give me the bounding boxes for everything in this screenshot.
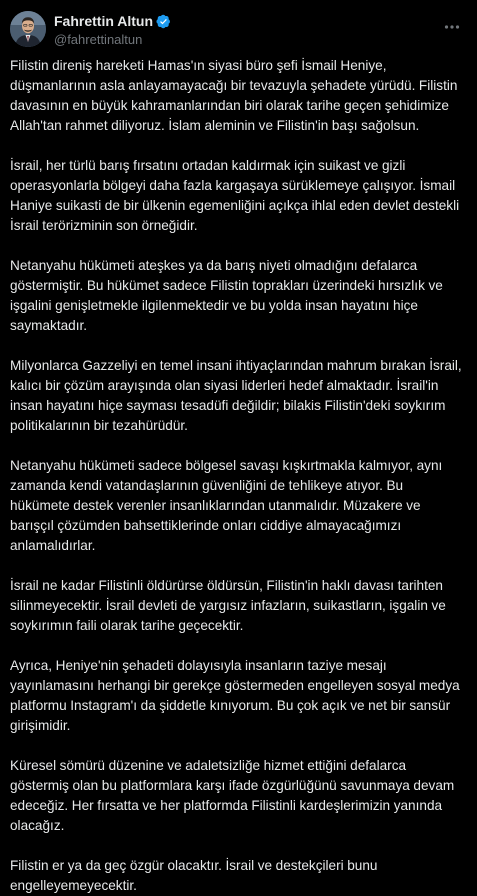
tweet-paragraph: İsrail ne kadar Filistinli öldürürse öldürsün, Filistin'in haklı davası tarihten silinmeyecektir. İsrail devleti de yargısız infazların, suikastların, işgalin ve soykırımın faili olarak tarihe geçecektir.: [10, 578, 446, 633]
verified-badge-icon: [156, 14, 171, 29]
tweet-paragraph: Milyonlarca Gazzeliyi en temel insani ihtiyaçlarından mahrum bırakan İsrail, kalıcı bir çözüm arayışında olan siyasi liderleri hedef almaktadır. İsrail'in insan hayatını hiçe sayması tesadüfi değildir; bilakis Filistin'deki soykırım politikalarının bir tezahürüdür.: [10, 358, 462, 433]
tweet-paragraph: Filistin er ya da geç özgür olacaktır. İsrail ve destekçileri bunu engelleyemeyecektir.: [10, 858, 378, 893]
tweet-paragraph: Netanyahu hükümeti sadece bölgesel savaşı kışkırtmakla kalmıyor, aynı zamanda kendi vatandaşlarının güvenliğini de tehlikeye atıyor. Bu hükümete destek verenler insanlıklarından utanmalıdır. Müzakere ve barışçıl çözümden bahsettiklerinde onları ciddiye almayacağımızı anlamalıdırlar.: [10, 458, 443, 553]
tweet-header: [10, 10, 467, 50]
more-options-icon: [443, 18, 461, 36]
tweet-paragraph: Filistin direniş hareketi Hamas'ın siyasi büro şefi İsmail Heniye, düşmanlarının asla anlayamayacağı bir tevazuyla şehadete yürüdü. Filistin davasının en büyük kahramanlarından biri olarak tarihe geçen şehidimize Allah'tan rahmet diliyoruz. İslam aleminin ve Filistin'in başı sağolsun.: [10, 58, 458, 133]
author-handle[interactable]: @fahrettinaltun: [54, 32, 143, 47]
more-options-button[interactable]: [441, 16, 463, 38]
author-names: [54, 13, 171, 48]
tweet-paragraph: Küresel sömürü düzenine ve adaletsizliğe hizmet ettiğini defalarca göstermiş olan bu platformlara karşı ifade özgürlüğünü savunmaya devam edeceğiz. Her fırsatta ve her platformda Filistinli kardeşlerimizin yanında olacağız.: [10, 758, 455, 833]
display-name[interactable]: Fahrettin Altun: [54, 13, 154, 29]
tweet-paragraph: Netanyahu hükümeti ateşkes ya da barış niyeti olmadığını defalarca göstermiştir. Bu hükümet sadece Filistin toprakları üzerindeki hırsızlık ve işgalini genişletmekle ilgilenmektedir ve bu yolda insan hayatını hiçe saymaktadır.: [10, 258, 443, 333]
tweet-paragraph: Ayrıca, Heniye'nin şehadeti dolayısıyla insanların taziye mesajı yayınlamasını herhangi bir gerekçe göstermeden engelleyen sosyal medya platformu Instagram'ı da şiddetle kınıyorum. Bu çok açık ve net bir sansür girişimidir.: [10, 658, 460, 733]
tweet-text: [10, 56, 462, 896]
avatar-photo: [10, 11, 46, 47]
display-name-line: [54, 13, 171, 30]
tweet-paragraph: İsrail, her türlü barış fırsatını ortadan kaldırmak için suikast ve gizli operasyonlarla bölgeyi daha fazla kargaşaya sürüklemeye çalışıyor. İsmail Haniye suikasti de bir ülkenin egemenliğini açıkça ihlal eden devlet destekli İsrail terörizminin son örneğidir.: [10, 158, 460, 233]
avatar[interactable]: [10, 11, 46, 47]
